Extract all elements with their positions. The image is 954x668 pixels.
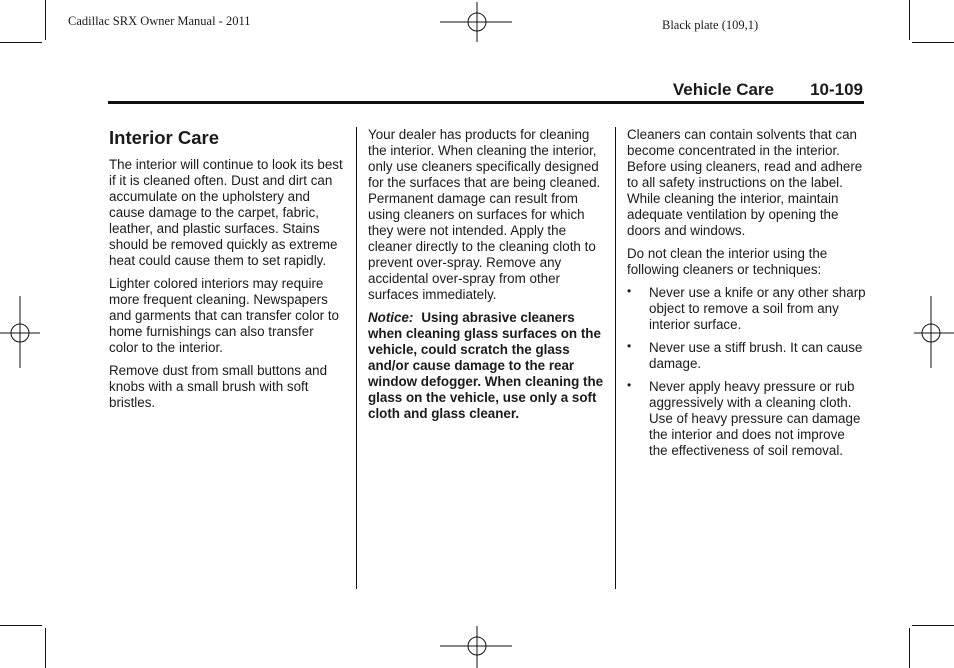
manual-title: Cadillac SRX Owner Manual - 2011 xyxy=(68,14,251,28)
paragraph: Do not clean the interior using the following cleaners or techniques: xyxy=(627,246,828,277)
list-item-text: Never use a knife or any other sharp object to remove a soil from any interior surface. xyxy=(649,285,866,332)
crop-mark xyxy=(45,0,46,40)
registration-mark-icon xyxy=(440,624,516,668)
crop-mark xyxy=(909,628,910,668)
section-title: Vehicle Care xyxy=(672,80,774,99)
header-rule xyxy=(108,101,864,104)
notice-text: Using abrasive cleaners when cleaning glass surfaces on the vehicle, could scratch the glass and/or cause damage to the rear window defogger. When cleaning the glass on the vehicle, use only a soft cloth and glass cleaner. xyxy=(368,310,604,421)
registration-mark-icon xyxy=(910,296,954,372)
crop-mark xyxy=(45,628,46,668)
list-item xyxy=(627,285,867,333)
registration-mark-icon xyxy=(440,2,516,46)
bullet-icon: • xyxy=(627,378,632,392)
page-number: 10-109 xyxy=(810,80,863,99)
bullet-icon: • xyxy=(627,284,632,298)
crop-mark xyxy=(912,42,954,43)
column-1 xyxy=(109,127,345,418)
list-item-text: Never use a stiff brush. It can cause damage. xyxy=(649,340,863,371)
list-item xyxy=(627,379,867,459)
notice-block xyxy=(368,310,608,422)
column-divider xyxy=(356,127,357,589)
paragraph: Lighter colored interiors may require more frequent cleaning. Newspapers and garments that can transfer color to home furnishings can also transfer color to the interior. xyxy=(109,276,339,355)
section-heading: Interior Care xyxy=(109,127,220,148)
plate-label: Black plate (109,1) xyxy=(662,18,759,32)
paragraph: Cleaners can contain solvents that can become concentrated in the interior. Before using cleaners, read and adhere to all safety instructions on the label. While cleaning the interior, maintain adequate ventilation by opening the doors and windows. xyxy=(627,127,863,238)
crop-mark xyxy=(912,625,954,626)
crop-mark xyxy=(0,625,42,626)
paragraph: Remove dust from small buttons and knobs with a small brush with soft bristles. xyxy=(109,363,328,410)
bullet-icon: • xyxy=(627,339,632,353)
list-item-text: Never apply heavy pressure or rub aggressively with a cleaning cloth. Use of heavy pressure can damage the interior and does not improve the effectiveness of soil removal. xyxy=(649,379,861,458)
crop-mark xyxy=(909,0,910,40)
crop-mark xyxy=(0,42,42,43)
running-head xyxy=(108,80,864,102)
paragraph: The interior will continue to look its best if it is cleaned often. Dust and dirt can accumulate on the upholstery and cause damage to the carpet, fabric, leather, and plastic surfaces. Stains should be removed quickly as extreme heat could cause them to set rapidly. xyxy=(109,157,343,268)
registration-mark-icon xyxy=(0,296,44,372)
notice-label: Notice: xyxy=(368,310,414,325)
column-3 xyxy=(627,127,867,466)
column-2 xyxy=(368,127,608,429)
bullet-list xyxy=(627,285,867,459)
list-item xyxy=(627,340,867,372)
paragraph: Your dealer has products for cleaning the interior. When cleaning the interior, only use cleaners specifically designed for the surfaces that are being cleaned. Permanent damage can result from using cleaners on surfaces for which they were not intended. Apply the cleaner directly to the cleaning cloth to prevent over-spray. Remove any accidental over-spray from other surfaces immediately. xyxy=(368,127,601,302)
column-divider xyxy=(615,127,616,589)
